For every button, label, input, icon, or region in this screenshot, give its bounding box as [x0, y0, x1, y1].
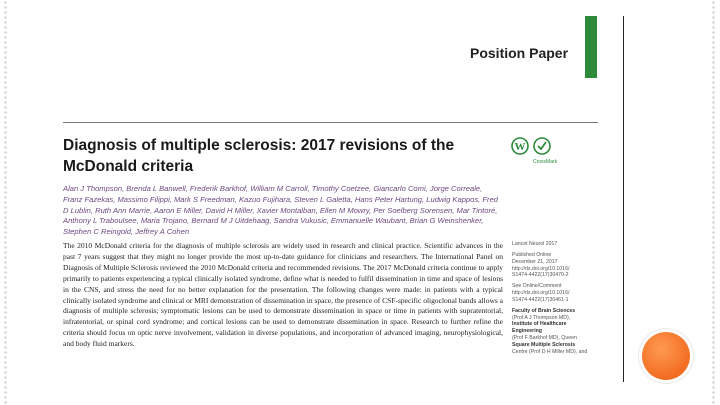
- right-dotted-border: [712, 0, 715, 405]
- abstract-text: The 2010 McDonald criteria for the diagnosis of multiple sclerosis are widely used in research and clinical practice. Scientific advances in the past 7 years suggest that they might no longer provide the most up-to-date guidance for clinicians and researchers. The International Panel on Diagnosis of Multiple Sclerosis reviewed the 2010 McDonald criteria and recommended revisions. The 2017 McDonald criteria continue to apply primarily to patients experiencing a typical clinically isolated syndrome, define what is needed to fulfil dissemination in time and space of lesions in the CNS, and stress the need for no better explanation for the presentation. The following changes were made: in patients with a typical clinically isolated syndrome and clinical or MRI demonstration of dissemination in space, the presence of CSF-specific oligoclonal bands allows a diagnosis of multiple sclerosis; symptomatic lesions can be used to demonstrate dissemination in space or time in patients with supratentorial, infratentorial, or spinal cord syndrome; and cortical lesions can be used to demonstrate dissemination in space. Research to further refine the criteria should focus on optic nerve involvement, validation in diverse populations, and incorporation of advanced imaging, neurophysiological, and body fluid markers.: [63, 241, 503, 349]
- affiliation-2: (Prof A J Thompson MD),: [512, 314, 571, 321]
- svg-text:W: W: [514, 141, 526, 153]
- journal-logo: [511, 136, 558, 176]
- crossmark-icon: [534, 138, 550, 154]
- page-edge-line: [623, 16, 624, 382]
- published-date: December 21, 2017: [512, 258, 558, 265]
- section-label: Position Paper: [470, 45, 569, 61]
- orange-decorative-circle: [642, 332, 690, 380]
- journal-citation: Lancet Neurol 2017: [512, 241, 558, 247]
- see-online-label: See Online/Comment: [512, 283, 562, 290]
- doi-link-2[interactable]: http://dx.doi.org/10.1016/: [512, 290, 570, 297]
- header-rule: [63, 122, 598, 123]
- article-sidebar: [512, 241, 600, 360]
- affiliation-5: (Prof F Barkhof MD), Queen: [512, 335, 577, 342]
- lancet-w-icon: [511, 136, 558, 176]
- doi-link-2b[interactable]: S1474-4422(17)30461-1: [512, 296, 569, 303]
- doi-link-1[interactable]: http://dx.doi.org/10.1016/: [512, 265, 570, 272]
- affiliation-1: Faculty of Brain Sciences: [512, 307, 576, 314]
- affiliation-3: Institute of Healthcare: [512, 321, 567, 328]
- crossmark-label: CrossMark: [533, 159, 558, 165]
- affiliation-6: Square Multiple Sclerosis: [512, 342, 576, 349]
- published-label: Published Online: [512, 251, 552, 258]
- author-list: Alan J Thompson, Brenda L Banwell, Frederik Barkhof, William M Carroll, Timothy Coetzee, Giancarlo Comi, Jorge Correale, Franz Fazekas, Massimo Filippi, Mark S Freedman, Kazuo Fujihara, Steven L Galetta, Hans Peter Hartung, Ludwig Kappos, Fred D Lublin, Ruth Ann Marrie, Aaron E Miller, David H Miller, Xavier Montalban, Ellen M Mowry, Per Soelberg Sorensen, Mar Tintoré, Anthony L Traboulsee, Maria Trojano, Bernard M J Uitdehaag, Sandra Vukusic, Emmanuelle Waubant, Brian G Weinshenker, Stephen C Reingold, Jeffrey A Cohen: [63, 184, 499, 237]
- affiliation-4: Engineering: [512, 328, 542, 335]
- green-accent-bar: [585, 16, 597, 78]
- doi-link-1b[interactable]: S1474-4422(17)30470-2: [512, 272, 569, 279]
- left-dotted-border: [4, 0, 7, 405]
- affiliation-7: Centre (Prof D H Miller MD), and: [512, 349, 588, 356]
- article-title: Diagnosis of multiple sclerosis: 2017 revisions of the McDonald criteria: [63, 137, 455, 175]
